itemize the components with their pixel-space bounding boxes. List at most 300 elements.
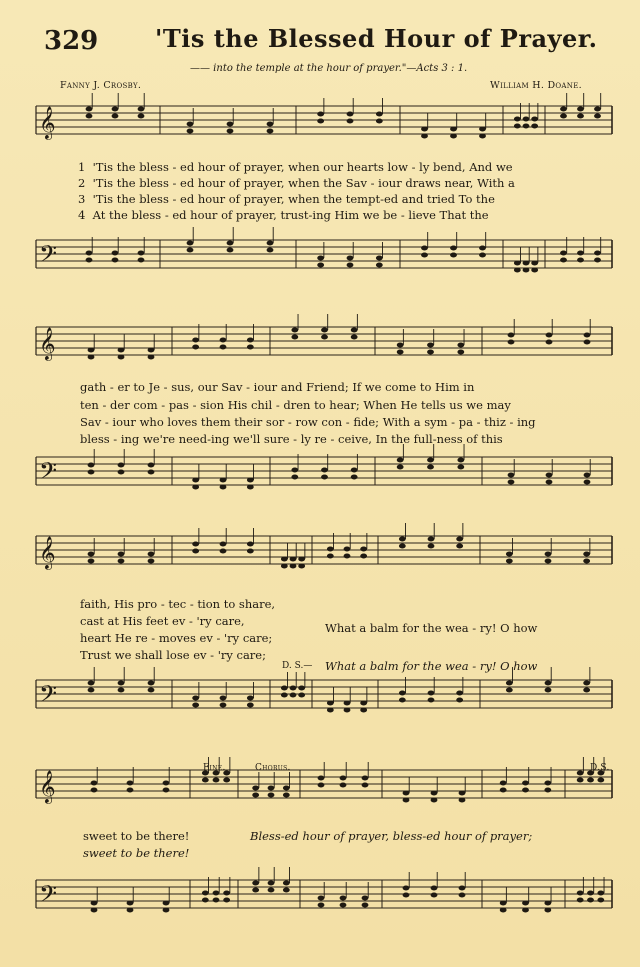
note-head <box>594 251 601 256</box>
note-head <box>318 776 325 781</box>
note-head <box>514 268 521 273</box>
note-head <box>192 338 199 343</box>
note-head <box>500 901 507 906</box>
verse-1-line2: gath - er to Je - sus, our Sav - iour and Friend; If we come to Him in <box>80 380 475 394</box>
note-head <box>403 886 410 891</box>
note-head <box>544 781 551 786</box>
note-head <box>227 129 234 134</box>
note-head <box>340 783 347 788</box>
note-head <box>450 253 457 258</box>
note-head <box>456 537 463 542</box>
note-head <box>247 542 254 547</box>
note-head <box>327 547 334 552</box>
note-head <box>220 703 227 708</box>
note-head <box>456 691 463 696</box>
note-head <box>192 703 199 708</box>
note-head <box>459 886 466 891</box>
note-head <box>118 463 125 468</box>
note-head <box>403 893 410 898</box>
hymn-title: 'Tis the Blessed Hour of Prayer. <box>155 24 598 53</box>
note-head <box>138 107 145 112</box>
note-head <box>544 908 551 913</box>
note-head <box>351 335 358 340</box>
note-head <box>317 119 324 124</box>
note-head <box>247 338 254 343</box>
note-head <box>187 241 194 246</box>
note-head <box>281 564 288 569</box>
note-head <box>268 881 275 886</box>
bass-clef-icon: 𝄢 <box>39 457 58 490</box>
note-head <box>227 122 234 127</box>
verse-1-line1: 1 'Tis the bless - ed hour of prayer, when our hearts low - ly bend, And we <box>78 160 513 174</box>
note-head <box>267 248 274 253</box>
note-head <box>327 708 334 713</box>
note-head <box>163 901 170 906</box>
note-head <box>360 554 367 559</box>
note-head <box>508 340 515 345</box>
note-head <box>127 901 134 906</box>
verse-4-line3: Trust we shall lose ev - 'ry care; <box>80 648 266 662</box>
note-head <box>213 898 220 903</box>
ds-line: What a balm for the wea - ry! O how <box>325 659 538 673</box>
note-head <box>459 893 466 898</box>
verse-3-line1: 3 'Tis the bless - ed hour of prayer, when the tempt-ed and tried To the <box>78 192 495 206</box>
note-head <box>577 258 584 263</box>
note-head <box>340 896 347 901</box>
note-head <box>318 783 325 788</box>
note-head <box>192 542 199 547</box>
note-head <box>397 458 404 463</box>
note-head <box>560 107 567 112</box>
note-head <box>351 475 358 480</box>
note-head <box>281 557 288 562</box>
note-head <box>531 268 538 273</box>
note-head <box>213 891 220 896</box>
note-head <box>298 693 305 698</box>
note-head <box>247 345 254 350</box>
note-head <box>321 468 328 473</box>
note-head <box>192 485 199 490</box>
note-head <box>220 542 227 547</box>
note-head <box>583 552 590 557</box>
note-head <box>298 686 305 691</box>
note-head <box>291 468 298 473</box>
note-head <box>450 246 457 251</box>
note-head <box>577 114 584 119</box>
note-head <box>523 268 530 273</box>
note-head <box>506 688 513 693</box>
note-head <box>531 124 538 129</box>
note-head <box>347 119 354 124</box>
note-head <box>281 693 288 698</box>
note-head <box>283 888 290 893</box>
note-head <box>148 470 155 475</box>
note-head <box>584 340 591 345</box>
note-head <box>577 891 584 896</box>
note-head <box>421 253 428 258</box>
note-head <box>247 478 254 483</box>
note-head <box>138 251 145 256</box>
note-head <box>457 350 464 355</box>
note-head <box>544 901 551 906</box>
verse-3-line3: heart He re - moves ev - 'ry care; <box>80 631 273 645</box>
treble-clef-icon: 𝄞 <box>39 770 56 803</box>
note-head <box>202 778 209 783</box>
author-credit: Fanny J. Crosby. <box>60 80 142 91</box>
note-head <box>340 776 347 781</box>
note-head <box>523 261 530 266</box>
note-head <box>428 691 435 696</box>
note-head <box>560 258 567 263</box>
note-head <box>577 107 584 112</box>
note-head <box>227 241 234 246</box>
note-head <box>594 107 601 112</box>
note-head <box>594 258 601 263</box>
refrain-line: What a balm for the wea - ry! O how <box>325 621 538 635</box>
note-head <box>545 559 552 564</box>
note-head <box>148 463 155 468</box>
note-head <box>360 701 367 706</box>
note-head <box>427 465 434 470</box>
note-head <box>583 681 590 686</box>
note-head <box>118 681 125 686</box>
note-head <box>457 465 464 470</box>
note-head <box>321 328 328 333</box>
note-head <box>347 112 354 117</box>
treble-clef-icon: 𝄞 <box>39 327 56 360</box>
note-head <box>431 791 438 796</box>
note-head <box>223 891 230 896</box>
note-head <box>597 778 604 783</box>
note-head <box>431 886 438 891</box>
verse-2-line3: cast at His feet ev - 'ry care, <box>80 614 245 628</box>
note-head <box>86 251 93 256</box>
note-head <box>531 117 538 122</box>
note-head <box>577 251 584 256</box>
note-head <box>508 480 515 485</box>
note-head <box>220 478 227 483</box>
note-head <box>268 793 275 798</box>
treble-clef-icon: 𝄞 <box>39 536 56 569</box>
note-head <box>459 791 466 796</box>
verse-3-line2: Sav - iour who loves them their sor - row con - fide; With a sym - pa - thiz - ing <box>80 415 536 429</box>
note-head <box>546 340 553 345</box>
note-head <box>459 798 466 803</box>
note-head <box>431 893 438 898</box>
note-head <box>281 686 288 691</box>
note-head <box>506 559 513 564</box>
note-head <box>252 888 259 893</box>
note-head <box>192 696 199 701</box>
note-head <box>317 263 324 268</box>
note-head <box>522 908 529 913</box>
note-head <box>138 258 145 263</box>
note-head <box>118 688 125 693</box>
note-head <box>428 544 435 549</box>
note-head <box>546 333 553 338</box>
note-head <box>403 798 410 803</box>
note-head <box>290 564 297 569</box>
note-head <box>88 559 95 564</box>
note-head <box>479 246 486 251</box>
note-head <box>523 117 530 122</box>
note-head <box>597 898 604 903</box>
note-head <box>247 485 254 490</box>
note-head <box>290 686 297 691</box>
note-head <box>223 778 230 783</box>
note-head <box>187 122 194 127</box>
ds-mark: D.S. <box>590 763 610 773</box>
note-head <box>118 355 125 360</box>
note-head <box>321 475 328 480</box>
note-head <box>88 463 95 468</box>
bass-clef-icon: 𝄢 <box>39 240 58 273</box>
note-head <box>522 901 529 906</box>
note-head <box>202 891 209 896</box>
note-head <box>91 908 98 913</box>
note-head <box>118 348 125 353</box>
note-head <box>192 478 199 483</box>
note-head <box>118 552 125 557</box>
note-head <box>112 107 119 112</box>
note-head <box>118 470 125 475</box>
note-head <box>397 465 404 470</box>
note-head <box>220 485 227 490</box>
note-head <box>421 134 428 139</box>
note-head <box>587 778 594 783</box>
note-head <box>91 788 98 793</box>
note-head <box>213 778 220 783</box>
note-head <box>202 898 209 903</box>
chorus-line2: sweet to be there! <box>83 846 190 860</box>
note-head <box>545 681 552 686</box>
epigraph: —— into the temple at the hour of prayer."—Acts 3 : 1. <box>190 63 468 74</box>
note-head <box>268 888 275 893</box>
note-head <box>127 781 134 786</box>
note-head <box>351 468 358 473</box>
note-head <box>508 473 515 478</box>
note-head <box>427 350 434 355</box>
note-head <box>291 335 298 340</box>
note-head <box>118 559 125 564</box>
note-head <box>587 891 594 896</box>
note-head <box>428 698 435 703</box>
note-head <box>545 552 552 557</box>
note-head <box>192 345 199 350</box>
note-head <box>351 328 358 333</box>
note-head <box>163 781 170 786</box>
note-head <box>88 681 95 686</box>
note-head <box>431 798 438 803</box>
verse-1-line3: faith, His pro - tec - tion to share, <box>80 597 276 611</box>
note-head <box>318 903 325 908</box>
note-head <box>514 124 521 129</box>
note-head <box>450 127 457 132</box>
note-head <box>283 881 290 886</box>
note-head <box>584 473 591 478</box>
note-head <box>344 701 351 706</box>
fine-mark: Fine. <box>203 763 226 773</box>
chorus-line1a: sweet to be there! <box>83 829 190 843</box>
note-head <box>506 552 513 557</box>
treble-clef-icon: 𝄞 <box>39 106 56 139</box>
note-head <box>399 691 406 696</box>
note-head <box>327 701 334 706</box>
verse-4-line1: 4 At the bless - ed hour of prayer, trust-ing Him we be - lieve That the <box>78 208 489 222</box>
note-head <box>376 256 383 261</box>
note-head <box>360 547 367 552</box>
note-head <box>376 119 383 124</box>
note-head <box>127 908 134 913</box>
note-head <box>321 335 328 340</box>
note-head <box>163 908 170 913</box>
note-head <box>479 134 486 139</box>
verse-2-line1: 2 'Tis the bless - ed hour of prayer, when the Sav - iour draws near, With a <box>78 176 515 190</box>
note-head <box>531 261 538 266</box>
note-head <box>347 263 354 268</box>
note-head <box>223 898 230 903</box>
note-head <box>500 788 507 793</box>
note-head <box>583 688 590 693</box>
note-head <box>584 480 591 485</box>
note-head <box>514 261 521 266</box>
chorus-mark: Chorus. <box>255 763 291 773</box>
note-head <box>291 328 298 333</box>
note-head <box>247 549 254 554</box>
note-head <box>514 117 521 122</box>
note-head <box>252 793 259 798</box>
note-head <box>86 258 93 263</box>
note-head <box>362 776 369 781</box>
chorus-line1b: Bless-ed hour of prayer, bless-ed hour of prayer; <box>250 829 533 843</box>
note-head <box>88 470 95 475</box>
composer-credit: William H. Doane. <box>490 80 582 91</box>
note-head <box>362 783 369 788</box>
note-head <box>421 127 428 132</box>
note-head <box>290 557 297 562</box>
note-head <box>86 107 93 112</box>
note-head <box>362 896 369 901</box>
note-head <box>148 348 155 353</box>
note-head <box>456 698 463 703</box>
note-head <box>88 355 95 360</box>
note-head <box>247 703 254 708</box>
note-head <box>283 786 290 791</box>
note-head <box>362 903 369 908</box>
note-head <box>220 338 227 343</box>
note-head <box>91 781 98 786</box>
note-head <box>88 688 95 693</box>
verse-2-line2: ten - der com - pas - sion His chil - dren to hear; When He tells us we may <box>80 398 511 412</box>
note-head <box>508 333 515 338</box>
note-head <box>112 258 119 263</box>
note-head <box>267 122 274 127</box>
note-head <box>399 537 406 542</box>
note-head <box>148 355 155 360</box>
note-head <box>91 901 98 906</box>
note-head <box>112 251 119 256</box>
note-head <box>148 559 155 564</box>
note-head <box>545 688 552 693</box>
note-head <box>268 786 275 791</box>
note-head <box>594 114 601 119</box>
note-head <box>506 681 513 686</box>
note-head <box>399 698 406 703</box>
note-head <box>344 708 351 713</box>
note-head <box>344 547 351 552</box>
note-head <box>450 134 457 139</box>
note-head <box>88 552 95 557</box>
note-head <box>298 557 305 562</box>
note-head <box>220 345 227 350</box>
note-head <box>283 793 290 798</box>
note-head <box>560 114 567 119</box>
note-head <box>457 458 464 463</box>
note-head <box>344 554 351 559</box>
note-head <box>427 458 434 463</box>
note-head <box>347 256 354 261</box>
note-head <box>267 129 274 134</box>
note-head <box>192 549 199 554</box>
bass-clef-icon: 𝄢 <box>39 880 58 913</box>
note-head <box>148 681 155 686</box>
note-head <box>220 549 227 554</box>
note-head <box>399 544 406 549</box>
note-head <box>112 114 119 119</box>
note-head <box>318 896 325 901</box>
note-head <box>584 333 591 338</box>
note-head <box>291 475 298 480</box>
note-head <box>252 881 259 886</box>
note-head <box>546 480 553 485</box>
note-head <box>397 343 404 348</box>
hymn-number: 329 <box>44 26 99 56</box>
note-head <box>360 708 367 713</box>
note-head <box>148 552 155 557</box>
note-head <box>290 693 297 698</box>
note-head <box>317 112 324 117</box>
note-head <box>457 343 464 348</box>
verse-4-line2: bless - ing we're need-ing we'll sure - ly re - ceive, In the full-ness of this <box>80 432 503 446</box>
note-head <box>597 891 604 896</box>
note-head <box>163 788 170 793</box>
note-head <box>148 688 155 693</box>
note-head <box>421 246 428 251</box>
note-head <box>187 248 194 253</box>
note-head <box>577 771 584 776</box>
note-head <box>252 786 259 791</box>
note-head <box>247 696 254 701</box>
note-head <box>500 908 507 913</box>
note-head <box>138 114 145 119</box>
note-head <box>298 564 305 569</box>
note-head <box>340 903 347 908</box>
note-head <box>577 898 584 903</box>
note-head <box>267 241 274 246</box>
bass-clef-icon: 𝄢 <box>39 680 58 713</box>
note-head <box>317 256 324 261</box>
note-head <box>544 788 551 793</box>
note-head <box>227 248 234 253</box>
note-head <box>376 112 383 117</box>
note-head <box>560 251 567 256</box>
note-head <box>220 696 227 701</box>
note-head <box>376 263 383 268</box>
note-head <box>86 114 93 119</box>
note-head <box>456 544 463 549</box>
note-head <box>522 788 529 793</box>
note-head <box>397 350 404 355</box>
